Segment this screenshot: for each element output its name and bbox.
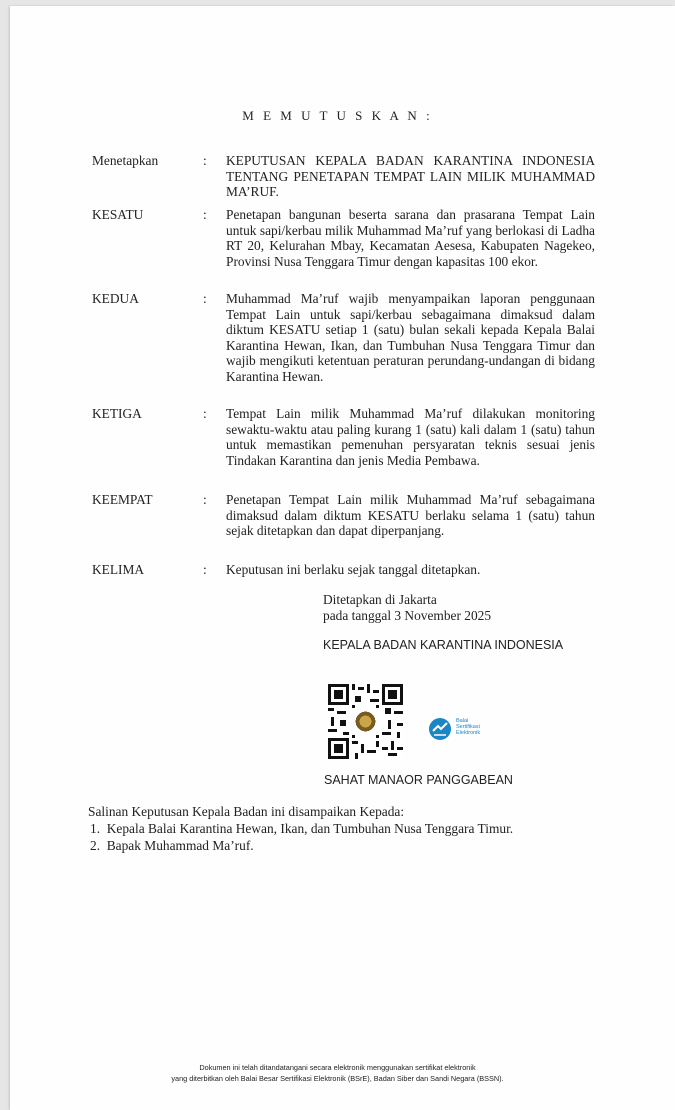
footer-note-line1: Dokumen ini telah ditandatangani secara elektronik menggunakan sertifikat elektronik	[199, 1063, 476, 1072]
decision-text: KEPUTUSAN KEPALA BADAN KARANTINA INDONESIA TENTANG PENETAPAN TEMPAT LAIN MILIK MUHAMMAD MA’RUF.	[226, 153, 595, 199]
signature-office: KEPALA BADAN KARANTINA INDONESIA	[323, 638, 564, 652]
bsre-logo	[427, 716, 497, 744]
decision-colon: :	[203, 291, 207, 306]
decision-text: Penetapan Tempat Lain milik Muhammad Ma’ruf sebagaimana dimaksud dalam diktum KESATU berlaku selama 1 (satu) tahun sejak ditetapkan dan dapat diperpanjang.	[226, 492, 595, 538]
qr-code	[328, 684, 403, 759]
decision-label: KETIGA	[92, 406, 142, 421]
copies-intro: Salinan Keputusan Kepala Badan ini disampaikan Kepada:	[88, 804, 405, 819]
decision-colon: :	[203, 406, 207, 421]
copies-item: 1. Kepala Balai Karantina Hewan, Ikan, dan Tumbuhan Nusa Tenggara Timur.	[90, 821, 514, 836]
decision-text: Penetapan bangunan beserta sarana dan prasarana Tempat Lain untuk sapi/kerbau milik Muhammad Ma’ruf yang berlokasi di Ladha RT 20, Kelurahan Mbay, Kecamatan Aesesa, Kabupaten Nagekeo, Provinsi Nusa Tenggara Timur dengan kapasitas 100 ekor.	[226, 207, 595, 269]
decision-colon: :	[203, 492, 207, 507]
decision-label: KEEMPAT	[92, 492, 153, 507]
document-heading: M E M U T U S K A N :	[242, 108, 433, 123]
copies-item: 2. Bapak Muhammad Ma’ruf.	[90, 838, 254, 853]
decision-text: Keputusan ini berlaku sejak tanggal ditetapkan.	[226, 562, 481, 577]
decision-label: Menetapkan	[92, 153, 159, 168]
signature-date: pada tanggal 3 November 2025	[323, 608, 492, 623]
signatory-name: SAHAT MANAOR PANGGABEAN	[324, 773, 513, 787]
decision-label: KESATU	[92, 207, 144, 222]
decision-label: KELIMA	[92, 562, 145, 577]
signature-place: Ditetapkan di Jakarta	[323, 592, 437, 607]
decision-label: KEDUA	[92, 291, 139, 306]
decision-text: Muhammad Ma’ruf wajib menyampaikan laporan penggunaan Tempat Lain untuk sapi/kerbau sebagaimana dimaksud dalam diktum KESATU setiap 1 (satu) bulan sekali kepada Kepala Balai Karantina Hewan, Ikan, dan Tumbuhan Nusa Tenggara Timur dan wajib mengikuti ketentuan peraturan perundang-undangan di bidang Karantina Hewan.	[226, 291, 595, 384]
decision-colon: :	[203, 562, 207, 577]
bsre-label: Balai Sertifikasi Elektronik	[456, 718, 481, 736]
decision-colon: :	[203, 153, 207, 168]
bsre-emblem-icon	[427, 716, 453, 742]
decision-colon: :	[203, 207, 207, 222]
footer-note-line2: yang diterbitkan oleh Balai Besar Sertifikasi Elektronik (BSrE), Badan Siber dan Sandi Negara (BSSN).	[171, 1074, 504, 1083]
decision-text: Tempat Lain milik Muhammad Ma’ruf dilakukan monitoring sewaktu-waktu atau paling kurang 1 (satu) kali dalam 1 (satu) tahun untuk memastikan pemenuhan persyaratan teknis sesuai jenis Tindakan Karantina dan jenis Media Pembawa.	[226, 406, 595, 468]
